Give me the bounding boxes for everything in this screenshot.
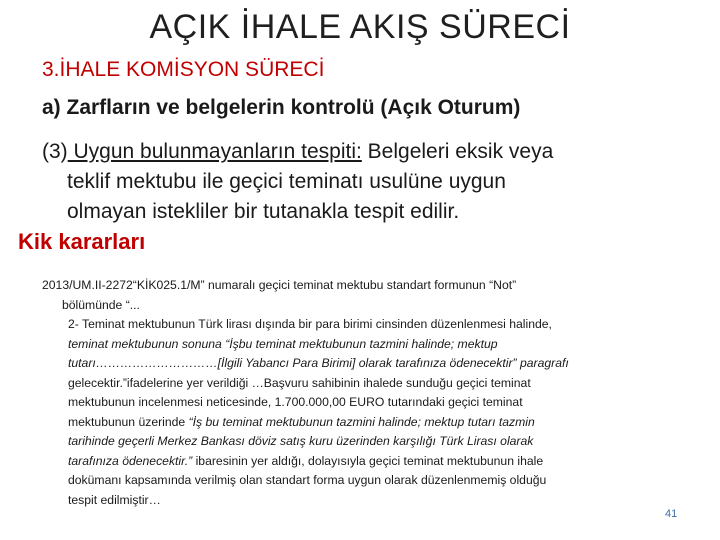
rule-text-1: Belgeleri eksik veya	[361, 140, 554, 163]
kik-decisions-label: Kik kararları	[18, 229, 146, 254]
decision-quote: [İlgili Yabancı Para Birimi] olarak tarafınıza ödenecektir” paragrafı	[217, 356, 569, 370]
rule-line-1	[42, 137, 692, 167]
decision-quote: tarafınıza ödenecektir.”	[68, 453, 193, 468]
decision-line: 2- Teminat mektubunun Türk lirası dışında bir para birimi cinsinden düzenlenmesi halinde,	[68, 317, 552, 331]
decision-line	[42, 432, 682, 452]
rule-underlined-title: Uygun bulunmayanların tespiti:	[67, 140, 362, 163]
decision-line	[42, 413, 682, 433]
page-number: 41	[665, 508, 678, 520]
rule-line-3: olmayan istekliler bir tutanakla tespit edilir.	[67, 200, 460, 223]
decision-line	[42, 335, 682, 355]
decision-quote: tutarı…………………………	[68, 356, 218, 370]
decision-line: gelecektir.”ifadelerine yer verildiği …Başvuru sahibinin ihalede sunduğu geçici teminat	[68, 375, 531, 390]
decision-text-part: ibaresinin yer aldığı, dolayısıyla geçici teminat mektubunun ihale	[192, 453, 544, 468]
decision-line: dokümanı kapsamında verilmiş olan standart forma uygun olarak düzenlenmemiş olduğu	[68, 473, 547, 487]
decision-line: 2013/UM.II-2272“KİK025.1/M” numaralı geçici teminat mektubu standart formunun “Not”	[42, 278, 517, 292]
decision-line	[42, 354, 682, 374]
decision-quote: “İş bu teminat mektubunun tazmini halinde; mektup tutarı tazmin	[188, 414, 535, 429]
decision-line: bölümünde “...	[62, 297, 140, 312]
rule-paragraph	[42, 137, 692, 227]
decision-text-part: mektubunun üzerinde	[68, 414, 189, 429]
decision-text	[42, 276, 682, 510]
decision-quote: tarihinde geçerli Merkez Bankası döviz satış kuru üzerinden karşılığı Türk Lirası olarak	[68, 434, 534, 448]
slide-subtitle: 3.İHALE KOMİSYON SÜRECİ	[42, 58, 325, 81]
decision-line	[42, 452, 682, 472]
decision-line: tespit edilmiştir…	[68, 492, 161, 507]
section-heading: a) Zarfların ve belgelerin kontrolü (Açık Oturum)	[42, 96, 521, 119]
decision-quote: teminat mektubunun sonuna “İşbu teminat mektubunun tazmini halinde; mektup	[68, 336, 498, 351]
rule-line-2: teklif mektubu ile geçici teminatı usulüne uygun	[67, 170, 506, 193]
decision-line: mektubunun incelenmesi neticesinde, 1.700.000,00 EURO tutarındaki geçici teminat	[68, 395, 523, 409]
slide-title: AÇIK İHALE AKIŞ SÜRECİ	[149, 8, 571, 46]
rule-number: (3)	[42, 140, 68, 163]
